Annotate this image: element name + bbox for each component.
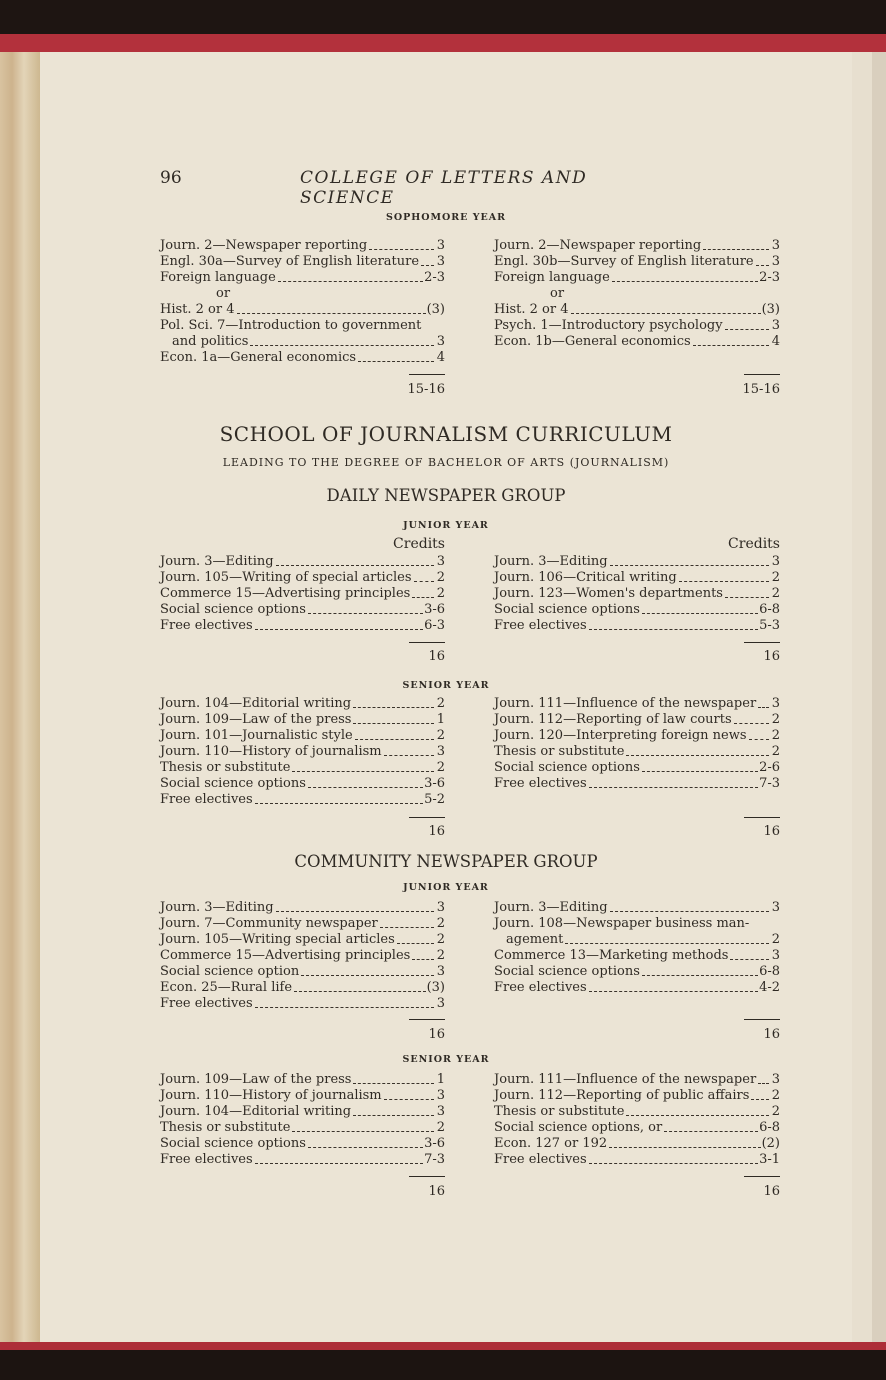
course-credits: 3	[771, 318, 780, 333]
school-subtitle: LEADING TO THE DEGREE OF BACHELOR OF ARTS (JOURNALISM)	[222, 456, 670, 469]
course-row	[160, 1120, 445, 1136]
sophomore-heading: SOPHOMORE YEAR	[385, 212, 507, 223]
leader-dots	[693, 334, 769, 346]
sophomore-left-column	[160, 238, 445, 366]
book-bottom-binding	[0, 1342, 886, 1350]
course-credits: 7-3	[424, 1152, 445, 1167]
course-credits: 3	[436, 1104, 445, 1119]
course-row	[160, 350, 445, 366]
course-label: Social science options	[160, 776, 306, 791]
course-label: Free electives	[494, 776, 587, 791]
course-label: Social science options	[494, 602, 640, 617]
leader-dots	[353, 696, 434, 708]
leader-dots	[679, 570, 769, 582]
course-row	[494, 1072, 780, 1088]
community-senior-left-column	[160, 1072, 445, 1168]
course-credits: 3	[771, 948, 780, 963]
course-label: Foreign language	[494, 270, 610, 285]
course-row	[160, 792, 445, 808]
leader-dots	[626, 744, 769, 756]
course-label: Econ. 25—Rural life	[160, 980, 293, 995]
community-junior-right-column	[494, 900, 780, 996]
leader-dots	[626, 1104, 769, 1116]
book-gutter	[0, 52, 40, 1342]
leader-dots	[380, 916, 434, 928]
course-row	[160, 964, 445, 980]
leader-dots	[612, 270, 758, 282]
leader-dots	[308, 776, 423, 788]
course-label: Hist. 2 or 4	[494, 302, 569, 317]
course-row	[494, 1120, 780, 1136]
course-label: Journ. 3—Editing	[160, 900, 274, 915]
daily-group-title: DAILY NEWSPAPER GROUP	[326, 486, 566, 505]
course-label: Journ. 109—Law of the press	[160, 1072, 352, 1087]
course-row	[160, 900, 445, 916]
course-row	[494, 554, 780, 570]
course-label: Hist. 2 or 4	[160, 302, 235, 317]
course-label: Journ. 108—Newspaper business man-	[494, 916, 750, 931]
course-credits: 3	[771, 238, 780, 253]
total-rule	[409, 374, 445, 375]
book-red-binding	[0, 34, 886, 52]
course-row	[160, 318, 445, 334]
leader-dots	[758, 1072, 769, 1084]
course-label: Journ. 111—Influence of the newspaper	[494, 696, 757, 711]
course-credits: 3	[771, 696, 780, 711]
course-credits: 3	[436, 334, 445, 349]
course-row	[494, 712, 780, 728]
course-row	[494, 334, 780, 350]
course-row	[160, 586, 445, 602]
leader-dots	[353, 1072, 434, 1084]
leader-dots	[369, 238, 434, 250]
course-label: Commerce 13—Marketing methods	[494, 948, 729, 963]
course-label: Journ. 112—Reporting of public affairs	[494, 1088, 750, 1103]
course-credits: 6-8	[759, 964, 780, 979]
leader-dots	[384, 1088, 434, 1100]
running-head: COLLEGE OF LETTERS AND SCIENCE	[300, 168, 588, 208]
course-credits: 1	[436, 1072, 445, 1087]
course-credits: 2	[436, 696, 445, 711]
course-row	[160, 980, 445, 996]
course-label: Journ. 3—Editing	[494, 900, 608, 915]
leader-dots	[758, 696, 769, 708]
course-row	[160, 570, 445, 586]
course-label: Journ. 110—History of journalism	[160, 744, 382, 759]
course-row	[160, 1136, 445, 1152]
daily-junior-right-column	[494, 554, 780, 634]
course-credits: 7-3	[759, 776, 780, 791]
course-label: Psych. 1—Introductory psychology	[494, 318, 723, 333]
community-senior-heading: SENIOR YEAR	[402, 1054, 490, 1065]
course-row	[494, 570, 780, 586]
course-label: Journ. 2—Newspaper reporting	[494, 238, 702, 253]
course-label: Thesis or substitute	[494, 1104, 625, 1119]
course-row	[494, 964, 780, 980]
course-credits: 2	[436, 586, 445, 601]
leader-dots	[355, 728, 434, 740]
community-senior-right-column	[494, 1072, 780, 1168]
leader-dots	[353, 1104, 434, 1116]
leader-dots	[412, 948, 434, 960]
course-label: Engl. 30a—Survey of English literature	[160, 254, 420, 269]
course-label: Journ. 106—Critical writing	[494, 570, 677, 585]
leader-dots	[278, 270, 423, 282]
course-credits: 2-3	[424, 270, 445, 285]
course-row	[494, 916, 780, 932]
course-row	[494, 586, 780, 602]
course-label: or	[216, 286, 231, 301]
course-credits: 3	[436, 964, 445, 979]
course-label: Thesis or substitute	[494, 744, 625, 759]
leader-dots	[276, 900, 434, 912]
school-title: SCHOOL OF JOURNALISM CURRICULUM	[219, 422, 673, 446]
total-rule	[744, 1176, 780, 1177]
course-label: Econ. 127 or 192	[494, 1136, 608, 1151]
course-label: Econ. 1b—General economics	[494, 334, 691, 349]
daily-senior-left-total: 16	[428, 824, 445, 839]
daily-senior-heading: SENIOR YEAR	[402, 680, 490, 691]
leader-dots	[565, 932, 769, 944]
course-row	[494, 900, 780, 916]
course-credits: 3	[436, 238, 445, 253]
course-row	[494, 1104, 780, 1120]
course-credits: 2	[771, 744, 780, 759]
course-label: Journ. 3—Editing	[494, 554, 608, 569]
course-row	[160, 1104, 445, 1120]
course-label: Journ. 109—Law of the press	[160, 712, 352, 727]
course-label: Econ. 1a—General economics	[160, 350, 357, 365]
community-senior-left-total: 16	[428, 1184, 445, 1199]
community-junior-left-column	[160, 900, 445, 1012]
course-row	[160, 696, 445, 712]
course-row	[494, 776, 780, 792]
course-row	[494, 744, 780, 760]
course-label: Social science options, or	[494, 1120, 663, 1135]
course-row	[494, 302, 780, 318]
course-credits: 5-2	[424, 792, 445, 807]
course-credits: 2	[436, 728, 445, 743]
course-credits: 3	[771, 900, 780, 915]
course-label: Social science option	[160, 964, 300, 979]
daily-senior-right-total: 16	[763, 824, 780, 839]
course-label: Social science options	[160, 1136, 306, 1151]
leader-dots	[308, 1136, 423, 1148]
leader-dots	[255, 1152, 423, 1164]
leader-dots	[255, 996, 434, 1008]
course-label: Journ. 110—History of journalism	[160, 1088, 382, 1103]
leader-dots	[751, 1088, 769, 1100]
leader-dots	[749, 728, 769, 740]
leader-dots	[589, 618, 758, 630]
course-label: Social science options	[160, 602, 306, 617]
course-label: Free electives	[494, 618, 587, 633]
course-row	[494, 980, 780, 996]
course-row	[160, 618, 445, 634]
leader-dots	[610, 900, 769, 912]
course-row	[160, 1152, 445, 1168]
course-credits: 3	[436, 554, 445, 569]
daily-junior-left-total: 16	[428, 649, 445, 664]
course-label: Social science options	[494, 760, 640, 775]
course-label: Free electives	[494, 1152, 587, 1167]
course-credits: 2	[771, 932, 780, 947]
leader-dots	[610, 554, 769, 566]
course-row	[494, 1136, 780, 1152]
course-label: Journ. 7—Community newspaper	[160, 916, 378, 931]
course-credits: (3)	[761, 302, 780, 317]
course-label: Thesis or substitute	[160, 1120, 291, 1135]
course-label: agement	[506, 932, 564, 947]
leader-dots	[589, 980, 758, 992]
course-credits: 5-3	[759, 618, 780, 633]
course-row	[160, 286, 445, 302]
course-row	[160, 1088, 445, 1104]
course-credits: 3	[436, 996, 445, 1011]
course-row	[160, 728, 445, 744]
course-label: Pol. Sci. 7—Introduction to government	[160, 318, 422, 333]
course-label: Journ. 104—Editorial writing	[160, 696, 352, 711]
leader-dots	[412, 586, 434, 598]
course-credits: (3)	[426, 980, 445, 995]
leader-dots	[571, 302, 761, 314]
course-label: and politics	[172, 334, 249, 349]
leader-dots	[353, 712, 434, 724]
leader-dots	[730, 948, 769, 960]
course-credits: 2	[771, 570, 780, 585]
book-page	[40, 52, 852, 1342]
course-label: Journ. 120—Interpreting foreign news	[494, 728, 747, 743]
course-credits: 1	[436, 712, 445, 727]
course-row	[160, 1072, 445, 1088]
course-row	[494, 728, 780, 744]
leader-dots	[276, 554, 434, 566]
course-credits: 6-8	[759, 602, 780, 617]
course-label: Free electives	[494, 980, 587, 995]
course-credits: 2	[771, 586, 780, 601]
daily-junior-heading: JUNIOR YEAR	[403, 520, 489, 531]
community-group-title: COMMUNITY NEWSPAPER GROUP	[294, 852, 598, 871]
course-label: Journ. 111—Influence of the newspaper	[494, 1072, 757, 1087]
leader-dots	[756, 254, 769, 266]
course-row	[160, 712, 445, 728]
course-credits: 3	[436, 900, 445, 915]
leader-dots	[734, 712, 769, 724]
course-label: Journ. 101—Journalistic style	[160, 728, 353, 743]
course-label: Journ. 2—Newspaper reporting	[160, 238, 368, 253]
course-credits: 4-2	[759, 980, 780, 995]
leader-dots	[642, 602, 758, 614]
course-row	[494, 238, 780, 254]
leader-dots	[237, 302, 426, 314]
course-row	[160, 776, 445, 792]
course-credits: 3	[771, 254, 780, 269]
total-rule	[409, 1019, 445, 1020]
course-credits: 3-1	[759, 1152, 780, 1167]
credits-header-left: Credits	[393, 536, 445, 552]
leader-dots	[292, 1120, 434, 1132]
course-label: Thesis or substitute	[160, 760, 291, 775]
leader-dots	[725, 586, 769, 598]
course-credits: 3	[436, 744, 445, 759]
leader-dots	[384, 744, 434, 756]
leader-dots	[250, 334, 434, 346]
leader-dots	[308, 602, 423, 614]
course-credits: 2	[436, 570, 445, 585]
course-credits: 3-6	[424, 776, 445, 791]
leader-dots	[609, 1136, 760, 1148]
course-credits: 2	[771, 728, 780, 743]
course-row	[160, 760, 445, 776]
leader-dots	[421, 254, 434, 266]
total-rule	[409, 817, 445, 818]
course-credits: 3	[436, 1088, 445, 1103]
course-credits: 2	[436, 916, 445, 931]
course-row	[494, 1088, 780, 1104]
leader-dots	[703, 238, 769, 250]
course-row	[494, 254, 780, 270]
leader-dots	[397, 932, 434, 944]
leader-dots	[589, 776, 758, 788]
course-label: Free electives	[160, 792, 253, 807]
course-credits: 2	[436, 1120, 445, 1135]
leader-dots	[255, 792, 423, 804]
course-label: Journ. 104—Editorial writing	[160, 1104, 352, 1119]
course-credits: 4	[771, 334, 780, 349]
course-label: Journ. 123—Women's departments	[494, 586, 723, 601]
course-row	[494, 270, 780, 286]
course-row	[160, 254, 445, 270]
course-credits: 6-3	[424, 618, 445, 633]
course-credits: 2	[436, 932, 445, 947]
course-label: Foreign language	[160, 270, 276, 285]
leader-dots	[301, 964, 434, 976]
course-row	[160, 602, 445, 618]
course-row	[160, 916, 445, 932]
course-row	[494, 618, 780, 634]
community-junior-right-total: 16	[763, 1027, 780, 1042]
course-row	[494, 286, 780, 302]
page-number: 96	[160, 168, 182, 188]
community-junior-left-total: 16	[428, 1027, 445, 1042]
leader-dots	[414, 570, 434, 582]
course-credits: 2	[771, 1104, 780, 1119]
course-credits: (2)	[761, 1136, 780, 1151]
course-row	[160, 744, 445, 760]
page-stack-edge-inner	[872, 52, 886, 1342]
leader-dots	[589, 1152, 758, 1164]
community-senior-right-total: 16	[763, 1184, 780, 1199]
course-credits: 2-3	[759, 270, 780, 285]
total-rule	[744, 817, 780, 818]
daily-junior-left-column	[160, 554, 445, 634]
total-rule	[409, 1176, 445, 1177]
course-row	[494, 932, 780, 948]
leader-dots	[642, 760, 758, 772]
course-row	[494, 948, 780, 964]
course-row	[160, 554, 445, 570]
course-row	[494, 1152, 780, 1168]
course-row	[160, 932, 445, 948]
sophomore-right-column	[494, 238, 780, 350]
course-credits: 6-8	[759, 1120, 780, 1135]
course-label: Social science options	[494, 964, 640, 979]
leader-dots	[358, 350, 434, 362]
leader-dots	[642, 964, 758, 976]
course-row	[160, 270, 445, 286]
total-rule	[744, 642, 780, 643]
course-credits: 2	[436, 948, 445, 963]
course-row	[494, 318, 780, 334]
course-credits: 2	[771, 712, 780, 727]
total-rule	[744, 374, 780, 375]
course-row	[160, 302, 445, 318]
leader-dots	[664, 1120, 758, 1132]
course-row	[494, 696, 780, 712]
course-label: Journ. 3—Editing	[160, 554, 274, 569]
course-label: or	[550, 286, 565, 301]
course-credits: 3	[771, 554, 780, 569]
community-junior-heading: JUNIOR YEAR	[403, 882, 489, 893]
daily-senior-right-column	[494, 696, 780, 792]
course-credits: 3	[771, 1072, 780, 1087]
daily-senior-left-column	[160, 696, 445, 808]
course-label: Engl. 30b—Survey of English literature	[494, 254, 754, 269]
course-credits: 2	[771, 1088, 780, 1103]
course-label: Commerce 15—Advertising principles	[160, 948, 411, 963]
course-label: Journ. 112—Reporting of law courts	[494, 712, 732, 727]
sophomore-right-total: 15-16	[742, 382, 780, 397]
course-credits: 2	[436, 760, 445, 775]
course-credits: 3-6	[424, 1136, 445, 1151]
course-row	[160, 996, 445, 1012]
course-row	[160, 948, 445, 964]
total-rule	[744, 1019, 780, 1020]
course-row	[494, 602, 780, 618]
course-label: Commerce 15—Advertising principles	[160, 586, 411, 601]
total-rule	[409, 642, 445, 643]
leader-dots	[255, 618, 423, 630]
leader-dots	[292, 760, 434, 772]
credits-header-right: Credits	[728, 536, 780, 552]
page-header	[160, 168, 640, 208]
course-row	[494, 760, 780, 776]
course-credits: (3)	[426, 302, 445, 317]
course-label: Journ. 105—Writing special articles	[160, 932, 395, 947]
course-row	[160, 238, 445, 254]
daily-junior-right-total: 16	[763, 649, 780, 664]
course-label: Journ. 105—Writing of special articles	[160, 570, 412, 585]
course-credits: 4	[436, 350, 445, 365]
leader-dots	[294, 980, 426, 992]
course-row	[160, 334, 445, 350]
course-label: Free electives	[160, 1152, 253, 1167]
sophomore-left-total: 15-16	[407, 382, 445, 397]
course-label: Free electives	[160, 618, 253, 633]
course-credits: 3-6	[424, 602, 445, 617]
course-credits: 2-6	[759, 760, 780, 775]
leader-dots	[725, 318, 769, 330]
course-credits: 3	[436, 254, 445, 269]
course-label: Free electives	[160, 996, 253, 1011]
